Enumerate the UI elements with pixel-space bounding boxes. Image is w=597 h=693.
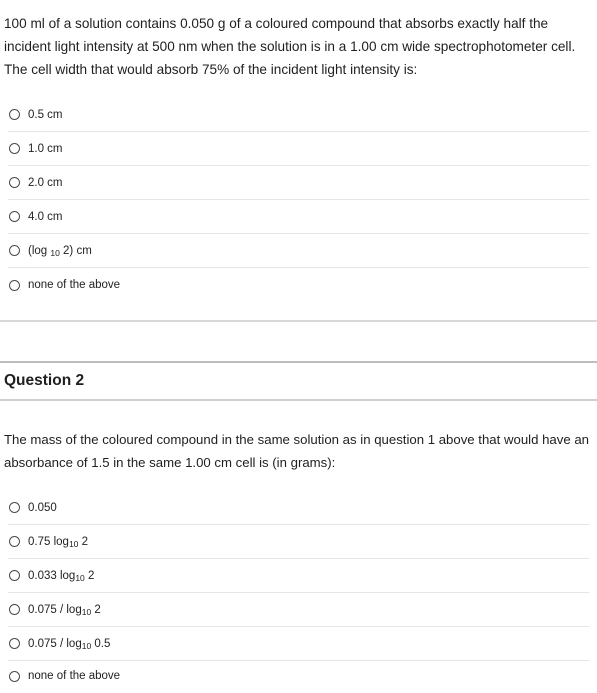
q2-option-6-label: none of the above [28, 670, 121, 682]
q1-option-5[interactable] [8, 234, 589, 268]
q2-option-3-label: 0.033 $\log_{10} 2$ [28, 569, 95, 583]
radio-button[interactable] [9, 211, 20, 222]
q2-option-4[interactable] [8, 593, 589, 627]
radio-button[interactable] [9, 604, 20, 615]
q1-option-1[interactable] [8, 98, 589, 132]
q2-option-5-label: $0.075 / \log_{10} 0.5$ [28, 637, 111, 651]
q1-option-2[interactable] [8, 132, 589, 166]
q1-option-3-label: 2.0 cm [28, 176, 63, 189]
question-2-text: The mass of the coloured compound in the same solution as in question 1 above that would have an absorbance of 1.5 in the same 1.00 cm cell is (in grams): [4, 432, 590, 470]
q1-option-3[interactable] [8, 166, 589, 200]
radio-button[interactable] [9, 671, 20, 682]
q2-option-1[interactable] [8, 491, 589, 525]
radio-button[interactable] [9, 502, 20, 513]
q1-option-5-label: (log $_{10}$ 2) cm [28, 244, 92, 258]
radio-button[interactable] [9, 245, 20, 256]
q2-option-2-label: 0.75 $\log_{10} 2$ [28, 535, 88, 549]
question-2-header [0, 361, 597, 401]
radio-button[interactable] [9, 570, 20, 581]
q2-option-5[interactable] [8, 627, 589, 661]
question-1-text: 100 ml of a solution contains 0.050 g of a coloured compound that absorbs exactly half the incident light intensity at 500 nm when the solution is in a 1.00 cm wide spectrophotometer cell. The cell width that would absorb 75% of the incident light intensity is: [4, 16, 576, 77]
q1-option-4[interactable] [8, 200, 589, 234]
q2-option-2[interactable] [8, 525, 589, 559]
radio-button[interactable] [9, 280, 20, 291]
radio-button[interactable] [9, 143, 20, 154]
q2-option-1-label: 0.050 [28, 501, 57, 514]
q2-option-6[interactable] [8, 659, 589, 693]
radio-button[interactable] [9, 177, 20, 188]
q1-option-4-label: 4.0 cm [28, 210, 63, 223]
q1-option-1-label: 0.5 cm [28, 108, 63, 121]
radio-button[interactable] [9, 109, 20, 120]
radio-button[interactable] [9, 638, 20, 649]
q2-option-3[interactable] [8, 559, 589, 593]
radio-button[interactable] [9, 536, 20, 547]
q1-option-2-label: 1.0 cm [28, 142, 63, 155]
q1-option-6-label: none of the above [28, 279, 121, 291]
question-2-heading: Question 2 [4, 372, 85, 389]
section-divider [0, 320, 597, 322]
q1-option-6[interactable] [8, 268, 589, 302]
q2-option-4-label: $0.075 / \log_{10} 2$ [28, 603, 101, 617]
